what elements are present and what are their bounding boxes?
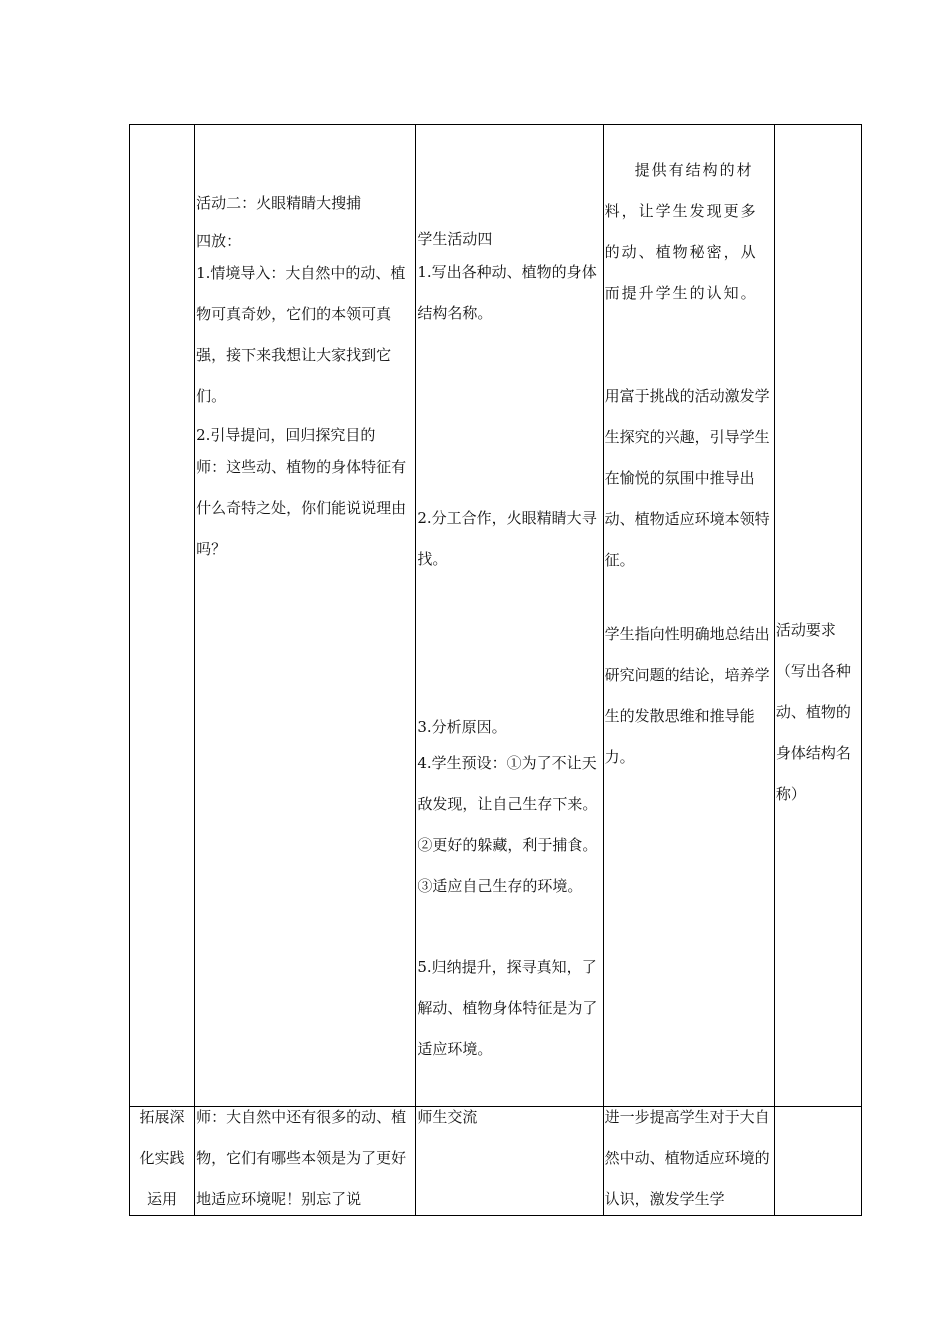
stage-cell xyxy=(130,125,195,1107)
stage-label: 拓展深化实践运用 xyxy=(139,1108,185,1208)
student-activity-cell xyxy=(416,125,603,1107)
intent-paragraph: 学生指向性明确地总结出研究问题的结论，培养学生的发散思维和推导能力。 xyxy=(604,625,770,766)
teacher-activity-cell xyxy=(195,125,416,1107)
stage-cell xyxy=(130,1107,195,1216)
intent-paragraph: 用富于挑战的活动激发学生探究的兴趣，引导学生在愉悦的氛围中推导出动、植物适应环境本领特征。 xyxy=(604,387,770,569)
student-item: 2.分工合作，火眼精睛大寻找。 xyxy=(417,509,597,568)
student-item: 师生交流 xyxy=(417,1108,478,1126)
intent-paragraph: 进一步提高学生对于大自然中动、植物适应环境的认识，激发学生学 xyxy=(604,1108,770,1208)
teacher-paragraph: 师：大自然中还有很多的动、植物，它们有哪些本领是为了更好地适应环境呢！别忘了说 xyxy=(196,1108,407,1208)
design-intent-cell xyxy=(603,125,774,1107)
design-intent-cell xyxy=(603,1107,774,1216)
teacher-paragraph: 师：这些动、植物的身体特征有什么奇特之处，你们能说说理由吗？ xyxy=(196,458,407,558)
activity-subtitle: 四放： xyxy=(196,232,242,250)
student-item: 5.归纳提升，探寻真知，了解动、植物身体特征是为了适应环境。 xyxy=(417,958,598,1058)
activity-title: 活动二：火眼精睛大搜捕 xyxy=(196,194,362,212)
teacher-activity-cell xyxy=(195,1107,416,1216)
intent-paragraph: 提供有结构的材料，让学生发现更多的动、植物秘密，从而提升学生的认知。 xyxy=(604,161,758,302)
teacher-paragraph: 2.引导提问，回归探究目的 xyxy=(196,426,376,444)
notes-cell xyxy=(774,1107,861,1216)
teacher-paragraph: 1.情境导入：大自然中的动、植物可真奇妙，它们的本领可真强，接下来我想让大家找到它们。 xyxy=(196,264,406,405)
student-item: 3.分析原因。 xyxy=(417,718,507,736)
notes-cell xyxy=(774,125,861,1107)
table-row xyxy=(130,125,862,1107)
lesson-plan-table xyxy=(129,124,862,1216)
student-item: 4.学生预设：①为了不让天敌发现，让自己生存下来。②更好的躲藏，利于捕食。③适应自己生存的环境。 xyxy=(417,754,598,895)
table-row xyxy=(130,1107,862,1216)
notes-text: 活动要求（写出各种动、植物的身体结构名称） xyxy=(775,621,851,803)
student-item: 1.写出各种动、植物的身体结构名称。 xyxy=(417,263,597,322)
student-activity-heading: 学生活动四 xyxy=(417,230,493,248)
student-activity-cell xyxy=(416,1107,603,1216)
